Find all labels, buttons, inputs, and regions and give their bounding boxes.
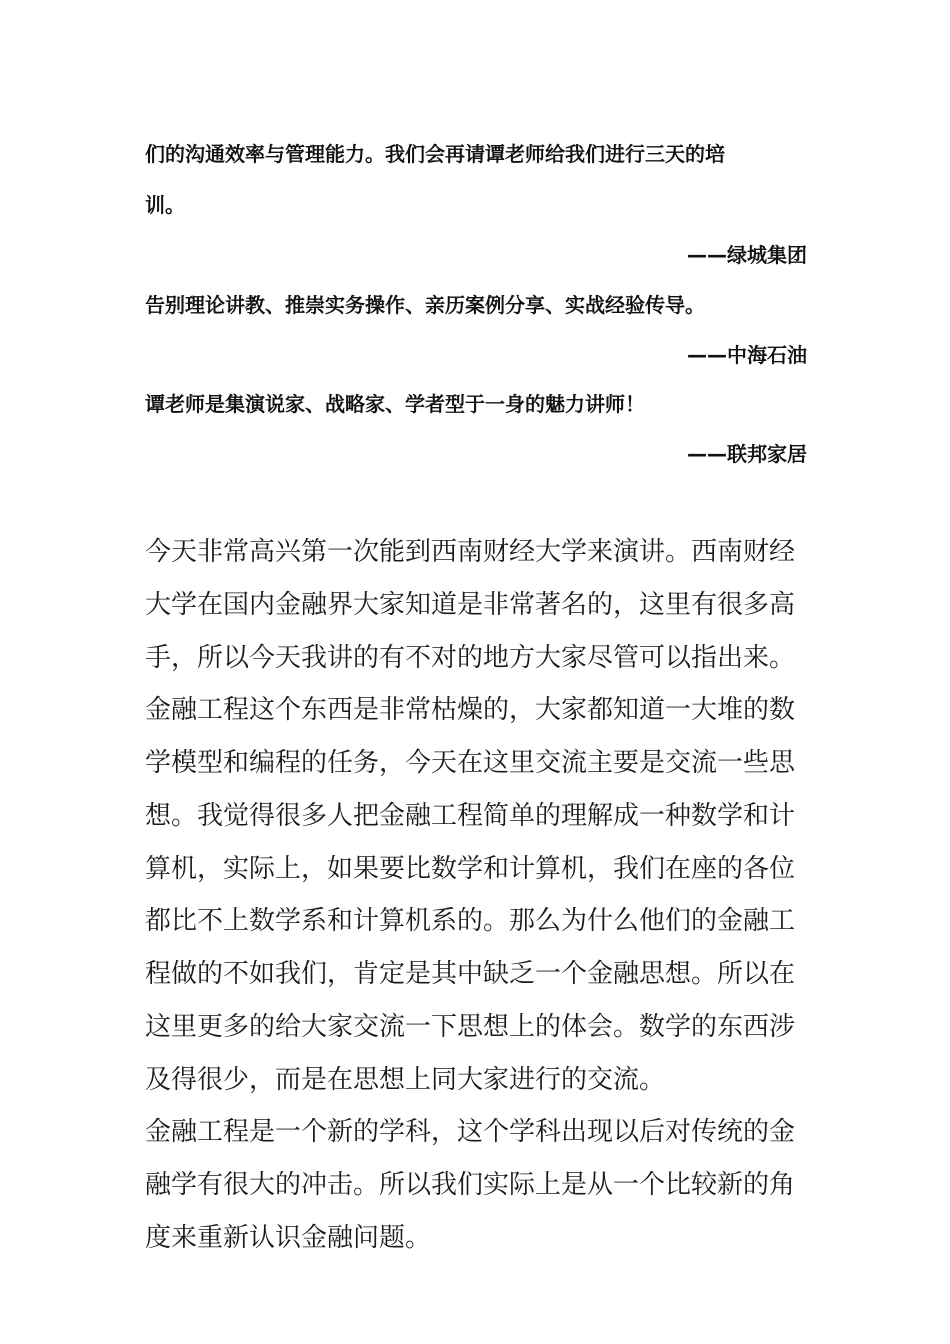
testimonial-source: ——联邦家居	[687, 442, 807, 466]
body-line: 金融工程这个东西是非常枯燥的，大家都知道一大堆的数	[145, 695, 796, 725]
body-line: 这里更多的给大家交流一下思想上的体会。数学的东西涉	[145, 1012, 796, 1042]
speech-body	[145, 0, 807, 1344]
testimonial-text: 们的沟通效率与管理能力。我们会再请谭老师给我们进行三天的培	[145, 142, 725, 166]
testimonial-quote: 告别理论讲教、推崇实务操作、亲历案例分享、实战经验传导。	[145, 293, 705, 317]
testimonial-source: ——绿城集团	[687, 243, 807, 267]
body-line: 手，所以今天我讲的有不对的地方大家尽管可以指出来。	[145, 643, 796, 673]
body-line: 融学有很大的冲击。所以我们实际上是从一个比较新的角	[145, 1170, 796, 1200]
body-line: 都比不上数学系和计算机系的。那么为什么他们的金融工	[145, 906, 796, 936]
body-line: 算机，实际上，如果要比数学和计算机，我们在座的各位	[145, 854, 796, 884]
body-line: 及得很少，而是在思想上同大家进行的交流。	[145, 1065, 666, 1095]
body-line: 程做的不如我们，肯定是其中缺乏一个金融思想。所以在	[145, 959, 796, 989]
body-line: 度来重新认识金融问题。	[145, 1223, 432, 1253]
body-line: 想。我觉得很多人把金融工程简单的理解成一种数学和计	[145, 801, 796, 831]
body-line: 今天非常高兴第一次能到西南财经大学来演讲。西南财经	[145, 537, 796, 567]
body-line: 大学在国内金融界大家知道是非常著名的，这里有很多高	[145, 590, 796, 620]
body-line: 金融工程是一个新的学科，这个学科出现以后对传统的金	[145, 1117, 796, 1147]
testimonial-quote: 谭老师是集演说家、战略家、学者型于一身的魅力讲师！	[145, 392, 645, 416]
body-line: 学模型和编程的任务，今天在这里交流主要是交流一些思	[145, 748, 796, 778]
testimonial-source: ——中海石油	[687, 343, 807, 367]
testimonial-text: 训。	[145, 193, 185, 217]
